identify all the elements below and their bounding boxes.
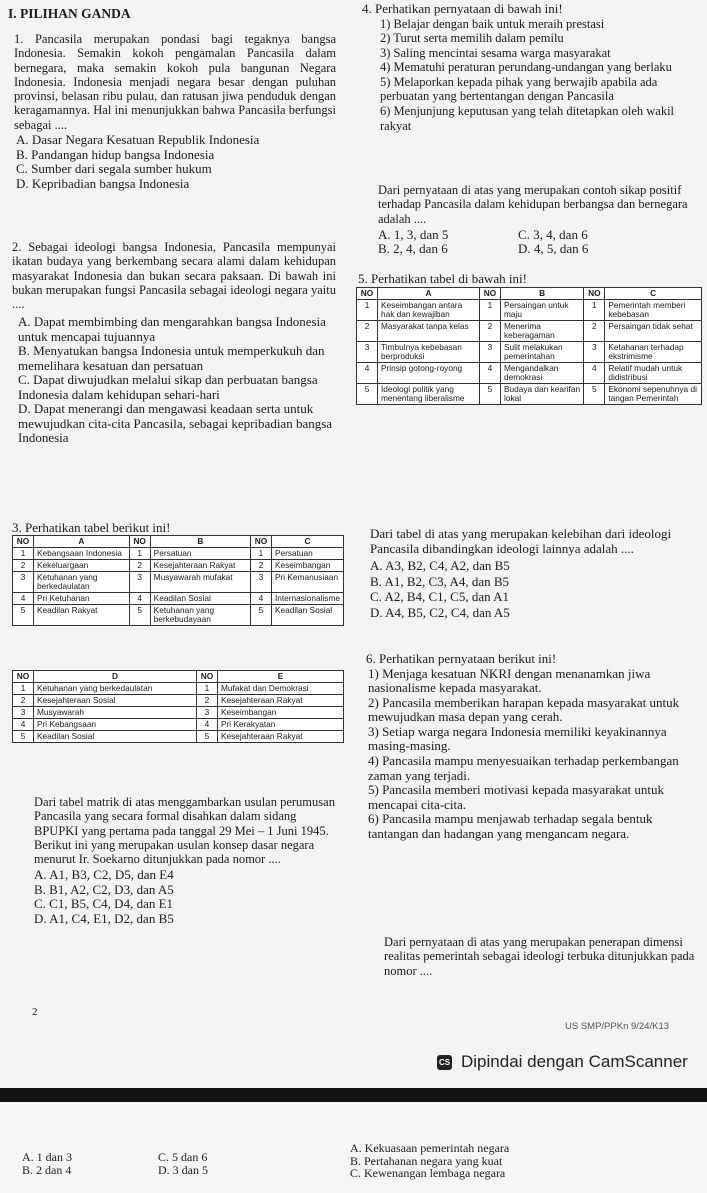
option-a[interactable]: A. 1 dan 3 [22,1150,72,1164]
list-item: 6) Menjunjung keputusan yang telah ditetapkan oleh wakil rakyat [380,104,675,133]
question-1-options [14,133,336,191]
table-header-row [357,288,702,300]
table-cell: Kekeluargaan [34,560,130,572]
option-d[interactable]: D. Kepribadian bangsa Indonesia [16,175,190,191]
table-cell: Persatuan [271,548,343,560]
page-separator [0,1088,707,1102]
table-row [13,560,344,572]
table-cell: Internasionalisme [271,593,343,605]
next-page-left-options [22,1151,72,1176]
table-cell: 2 [250,560,271,572]
table-cell: Kesejahteraan Sosial [34,695,197,707]
table-cell: Keadilan Rakyat [34,605,130,626]
table-cell: 2 [196,695,217,707]
table-cell: 5 [250,605,271,626]
table-header-row [13,671,344,683]
table-cell: Keadilan Sosial [34,731,197,743]
table-cell: Ketuhanan yang berkedaulatan [34,683,197,695]
table-cell: Pri Kemanusiaan [271,572,343,593]
table-cell: 2 [13,560,34,572]
table-row [13,548,344,560]
question-2-text: 2. Sebagai ideologi bangsa Indonesia, Pancasila mempunyai ikatan budaya yang berkembang secara alami dalam kehidupan masyarakat Indonesia dan bukan secara paksaan. Di bawah ini bukan merupakan fungsi Pancasila sebagai ideologi negara yaitu .... [12,240,336,312]
table-cell: 2 [129,560,150,572]
list-item: 2) Pancasila memberikan harapan kepada masyarakat untuk mewujudkan masa depan yang cerah. [368,694,680,725]
table-cell: Menerima keberagaman [500,321,583,342]
table-cell: Kesejahteraan Rakyat [217,731,343,743]
table-cell: 3 [250,572,271,593]
table-row [357,300,702,321]
table-cell: 1 [196,683,217,695]
table-cell: Kebangsaan Indonesia [34,548,130,560]
question-3-intro: 3. Perhatikan tabel berikut ini! [12,520,171,535]
table-cell: 2 [357,321,378,342]
table-header-cell: D [34,671,197,683]
table-cell: Ideologi politik yang menentang liberalisme [378,384,480,405]
table-header-cell: B [500,288,583,300]
table-cell: Keseimbangan [271,560,343,572]
table-cell: Keseimbangan [217,707,343,719]
option-b[interactable]: B. Menyatukan bangsa Indonesia untuk memperkukuh dan memelihara kesatuan dan persatuan [18,343,325,373]
table-header-cell: NO [357,288,378,300]
table-cell: Persaingan tidak sehat [605,321,702,342]
table-header-cell: NO [584,288,605,300]
table-row [13,572,344,593]
table-cell: 4 [196,719,217,731]
table-row [357,384,702,405]
table-cell: 4 [13,719,34,731]
table-cell: 4 [250,593,271,605]
option-d[interactable]: D. Dapat menerangi dan mengawasi keadaan serta untuk mewujudkan cita-cita Pancasila, sebagai kepribadian bangsa Indonesia [18,401,333,446]
table-cell: 1 [13,683,34,695]
table-cell: Kesejahteraan Rakyat [217,695,343,707]
table-row [357,363,702,384]
table-header-cell: NO [196,671,217,683]
table-cell: 5 [13,605,34,626]
option-a[interactable]: A. Kekuasaan pemerintah negara [350,1141,510,1155]
table-cell: Pri Ketuhanan [34,593,130,605]
table-cell: 5 [584,384,605,405]
table-cell: Persaingan untuk maju [500,300,583,321]
list-item: 3) Setiap warga negara Indonesia memiliki keyakinannya masing-masing. [368,723,667,754]
table-cell: Sulit melakukan pemerintahan [500,342,583,363]
option-c[interactable]: C. 3, 4, dan 6 [518,226,588,242]
table-cell: 1 [357,300,378,321]
table-cell: Pri Kebangsaan [34,719,197,731]
table-cell: Ketuhanan yang berkebudayaan [150,605,250,626]
question-3-options [34,868,338,926]
table-row [13,593,344,605]
table-cell: Persatuan [150,548,250,560]
table-cell: 3 [357,342,378,363]
camscanner-logo-icon: CS [437,1055,452,1070]
table-cell: Timbulnya kebebasan berproduksi [378,342,480,363]
list-item: 5) Melaporkan kepada pihak yang berwajib apabila ada perbuatan yang bertentangan dengan Pancasila [380,74,658,104]
option-a[interactable]: A. 1, 3, dan 5 [378,226,449,242]
question-4-options [378,228,702,257]
table-row [13,719,344,731]
table-cell: Budaya dan kearifan lokal [500,384,583,405]
list-item: 4) Mematuhi peraturan perundang-undangan yang berlaku [380,60,672,75]
table-cell: 3 [584,342,605,363]
table-cell: Mengandalkan demokrasi [500,363,583,384]
table-cell: 1 [129,548,150,560]
table-cell: 4 [479,363,500,384]
option-b[interactable]: B. Pertahanan negara yang kuat [350,1153,503,1168]
table-row [13,731,344,743]
question-5-options [370,558,702,620]
table-cell: Musyawarah mufakat [150,572,250,593]
table-cell: 4 [129,593,150,605]
question-1-text: 1. Pancasila merupakan pondasi bagi tegaknya bangsa Indonesia. Semakin kokoh pengamalan Pancasila dalam bernegara, maka semakin kokoh pula bangunan Negara Indonesia. Indonesia menjadi negara besar dengan puluhan provinsi, belasan ribu pulau, dan ratusan jiwa penduduk dengan keragamannya. Hal ini menunjukkan bahwa Pancasila berfungsi sebagai .... [14,32,336,132]
list-item: 1) Belajar dengan baik untuk meraih prestasi [380,16,605,31]
option-b[interactable]: B. 2 dan 4 [22,1162,72,1177]
option-d[interactable]: D. A1, C4, E1, D2, dan B5 [34,910,174,926]
option-a[interactable]: A. A1, B3, C2, D5, dan E4 [34,867,174,883]
table-cell: 1 [584,300,605,321]
next-page-right-options [350,1142,509,1180]
table-header-cell: NO [250,536,271,548]
table-cell: Musyawarah [34,707,197,719]
section-title: I. PILIHAN GANDA [8,6,131,21]
question-4-body [378,183,702,257]
table-header-cell: A [378,288,480,300]
table-cell: 5 [196,731,217,743]
option-b[interactable]: B. A1, B2, C3, A4, dan B5 [370,573,510,589]
question-4-intro: 4. Perhatikan pernyataan di bawah ini! [362,1,563,16]
option-c[interactable]: C. A2, B4, C1, C5, dan A1 [370,589,510,604]
scanner-watermark [437,1052,688,1072]
question-2 [12,240,336,446]
table-cell: Keseimbangan antara hak dan kewajiban [378,300,480,321]
table-cell: 3 [479,342,500,363]
table-row [357,321,702,342]
table-row [13,605,344,626]
table-cell: Mufakat dan Demokrasi [217,683,343,695]
table-header-row [13,536,344,548]
question-6 [360,652,702,842]
list-item: 3) Saling mencintai sesama warga masyarakat [380,45,611,60]
table-cell: 2 [13,695,34,707]
table-cell: 1 [250,548,271,560]
list-item: 4) Pancasila mampu menyesuaikan terhadap perkembangan zaman yang terjadi. [368,753,679,783]
question-6-items [360,667,702,842]
table-cell: Ekonomi sepenuhnya di tangan Pemerintah [605,384,702,405]
table-cell: 5 [479,384,500,405]
table-cell: Kesejahteraan Rakyat [150,560,250,572]
table-cell: Keadilan Sosial [271,605,343,626]
table-cell: Prinsip gotong-royong [378,363,480,384]
table-row [13,695,344,707]
table-cell: 3 [13,707,34,719]
question-5-body [370,526,702,620]
option-b[interactable]: B. Pandangan hidup bangsa Indonesia [16,146,215,162]
question-3-body [34,795,338,926]
table-cell: Pemerintah memberi kebebasan [605,300,702,321]
table-header-cell: E [217,671,343,683]
option-a[interactable]: A. Dapat membimbing dan mengarahkan bangsa Indonesia untuk mencapai tujuannya [18,314,326,344]
scanner-label: Dipindai dengan CamScanner [461,1052,688,1071]
question-6-intro: 6. Perhatikan pernyataan berikut ini! [366,651,557,666]
next-page-mid-options [158,1151,208,1176]
table-header-cell: B [150,536,250,548]
option-d[interactable]: D. 4, 5, dan 6 [518,241,589,257]
question-6-text: Dari pernyataan di atas yang merupakan penerapan dimensi realitas pemerintah sebagai ideologi terbuka ditunjukkan pada nomor .... [384,935,695,978]
question-5-text: Dari tabel di atas yang merupakan kelebihan dari ideologi Pancasila dibandingkan ideologi lainnya adalah .... [370,526,672,556]
table-row [13,707,344,719]
option-b[interactable]: B. 2, 4, dan 6 [378,241,448,257]
question-4-text: Dari pernyataan di atas yang merupakan contoh sikap positif terhadap Pancasila dalam kehidupan berbangsa dan bernegara adalah .... [378,183,688,226]
table-header-cell: NO [129,536,150,548]
q3-table-2 [12,670,344,743]
question-2-options [12,315,336,446]
table-cell: 2 [479,321,500,342]
table-cell: 1 [13,548,34,560]
table-cell: 5 [129,605,150,626]
table-cell: Masyarakat tanpa kelas [378,321,480,342]
option-c[interactable]: C. Sumber dari segala sumber hukum [16,161,212,177]
option-c[interactable]: C. C1, B5, C4, D4, dan E1 [34,896,174,912]
option-a[interactable]: A. Dasar Negara Kesatuan Republik Indonesia [16,132,260,148]
list-item: 2) Turut serta memilih dalam pemilu [380,31,564,46]
q3-table-1 [12,535,344,626]
question-3-text: Dari tabel matrik di atas menggambarkan usulan perumusan Pancasila yang secara formal disahkan dalam sidang BPUPKI yang pertama pada tanggal 29 Mei – 1 Juni 1945. Berikut ini yang merupakan usulan konsep dasar negara menurut Ir. Soekarno ditunjukkan pada nomor .... [34,795,335,867]
option-c[interactable]: C. 5 dan 6 [158,1150,208,1164]
option-c[interactable]: C. Dapat diwujudkan melalui sikap dan perbuatan bangsa Indonesia dalam kehidupan sehari-hari [18,372,318,402]
table-cell: 2 [584,321,605,342]
list-item: 1) Menjaga kesatuan NKRI dengan menanamkan jiwa nasionalisme kepada masyarakat. [368,665,651,696]
table-cell: 1 [479,300,500,321]
table-row [13,683,344,695]
table-cell: 5 [357,384,378,405]
next-page [0,1102,707,1193]
table-header-cell: A [34,536,130,548]
table-header-cell: NO [13,671,34,683]
table-cell: Relatif mudah untuk didistribusi [605,363,702,384]
list-item: 5) Pancasila memberi motivasi kepada masyarakat untuk mencapai cita-cita. [368,782,665,812]
table-cell: 3 [13,572,34,593]
question-6-body [384,935,702,978]
option-d[interactable]: D. A4, B5, C2, C4, dan A5 [370,604,510,620]
table-header-cell: NO [479,288,500,300]
table-cell: 4 [13,593,34,605]
table-header-cell: C [271,536,343,548]
q5-table [356,287,702,405]
exam-code: US SMP/PPKn 9/24/K13 [565,1021,670,1032]
option-b[interactable]: B. B1, A2, C2, D3, dan A5 [34,881,174,897]
question-1 [14,32,336,191]
table-header-cell: NO [13,536,34,548]
table-cell: 3 [129,572,150,593]
list-item: 6) Pancasila mampu menjawab terhadap segala bentuk tantangan dan hadangan yang mengancam negara. [368,811,653,842]
question-5-intro: 5. Perhatikan tabel di bawah ini! [358,271,527,286]
table-cell: Keadilan Sosial [150,593,250,605]
table-cell: 4 [584,363,605,384]
table-cell: Ketuhanan yang berkedaulatan [34,572,130,593]
table-cell: 4 [357,363,378,384]
table-cell: 5 [13,731,34,743]
table-cell: Pri Kerakyatan [217,719,343,731]
question-4-items [362,17,702,134]
option-a[interactable]: A. A3, B2, C4, A2, dan B5 [370,558,510,573]
table-cell: 3 [196,707,217,719]
option-d[interactable]: D. 3 dan 5 [158,1162,208,1177]
page-number: 2 [32,1006,38,1018]
table-cell: Ketahanan terhadap ekstrimisme [605,342,702,363]
option-c[interactable]: C. Kewenangan lembaga negara [350,1166,506,1180]
question-4 [362,2,702,133]
table-header-cell: C [605,288,702,300]
table-row [357,342,702,363]
